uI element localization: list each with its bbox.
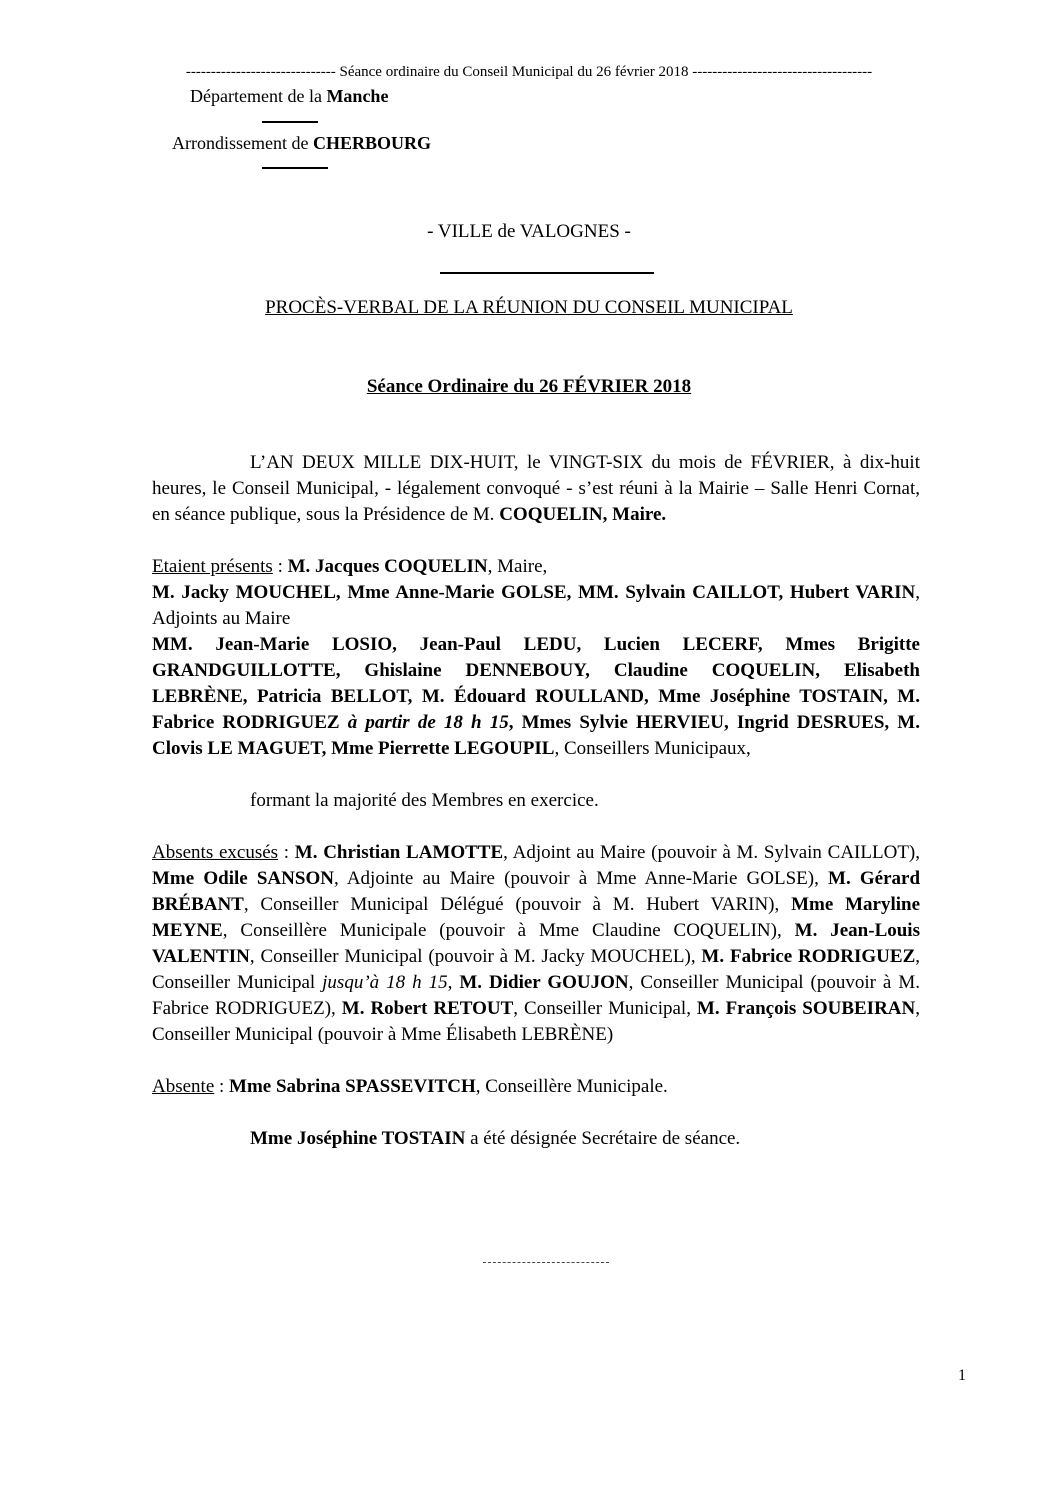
- arrondissement: Arrondissement de CHERBOURG: [172, 133, 431, 153]
- majorite-line: formant la majorité des Membres en exercice.: [250, 790, 599, 811]
- seance-subtitle: Séance Ordinaire du 26 FÉVRIER 2018: [366, 376, 692, 397]
- divider: [262, 121, 318, 123]
- intro-paragraph: L’AN DEUX MILLE DIX-HUIT, le VINGT-SIX du mois de FÉVRIER, à dix-huit heures, le Conseil Municipal, - légalement convoqué - s’est réuni à la Mairie – Salle Henri Cornat, en séance publique, sous la Présidence de M. COQUELIN, Maire.: [152, 452, 920, 525]
- ville-heading: - VILLE de VALOGNES -: [427, 221, 631, 242]
- conseillers-paragraph: MM. Jean-Marie LOSIO, Jean-Paul LEDU, Lucien LECERF, Mmes Brigitte GRANDGUILLOTTE, Ghislaine DENNEBOUY, Claudine COQUELIN, Elisabeth LEBRÈNE, Patricia BELLOT, M. Édouard ROULLAND, Mme Joséphine TOSTAIN, M. Fabrice RODRIGUEZ à partir de 18 h 15, Mmes Sylvie HERVIEU, Ingrid DESRUES, M. Clovis LE MAGUET, Mme Pierrette LEGOUPIL, Conseillers Municipaux,: [152, 634, 920, 759]
- departement: Département de la Manche: [190, 86, 389, 106]
- page-number: 1: [958, 1367, 966, 1384]
- closing-divider: [483, 1262, 609, 1263]
- document-body: [152, 450, 920, 1152]
- divider: [440, 272, 654, 274]
- absents-paragraph: Absents excusés : M. Christian LAMOTTE, Adjoint au Maire (pouvoir à M. Sylvain CAILLOT), Mme Odile SANSON, Adjointe au Maire (pouvoir à Mme Anne-Marie GOLSE), M. Gérard BRÉBANT, Conseiller Municipal Délégué (pouvoir à M. Hubert VARIN), Mme Maryline MEYNE, Conseillère Municipale (pouvoir à Mme Claudine COQUELIN), M. Jean-Louis VALENTIN, Conseiller Municipal (pouvoir à M. Jacky MOUCHEL), M. Fabrice RODRIGUEZ, Conseiller Municipal jusqu’à 18 h 15, M. Didier GOUJON, Conseiller Municipal (pouvoir à M. Fabrice RODRIGUEZ), M. Robert RETOUT, Conseiller Municipal, M. François SOUBEIRAN, Conseiller Municipal (pouvoir à Mme Élisabeth LEBRÈNE): [152, 842, 921, 1045]
- presents-paragraph: Etaient présents : M. Jacques COQUELIN, Maire,: [152, 556, 548, 577]
- page-title: PROCÈS-VERBAL DE LA RÉUNION DU CONSEIL MUNICIPAL: [265, 297, 793, 318]
- running-header: ------------------------------ Séance ordinaire du Conseil Municipal du 26 février 2018 ------------------------------------: [185, 64, 873, 80]
- adjoints-paragraph: M. Jacky MOUCHEL, Mme Anne-Marie GOLSE, MM. Sylvain CAILLOT, Hubert VARIN, Adjoints au Maire: [152, 582, 920, 629]
- divider: [262, 167, 328, 169]
- absente-paragraph: Absente : Mme Sabrina SPASSEVITCH, Conseillère Municipale.: [152, 1076, 668, 1097]
- secretaire-line: Mme Joséphine TOSTAIN a été désignée Secrétaire de séance.: [250, 1128, 741, 1149]
